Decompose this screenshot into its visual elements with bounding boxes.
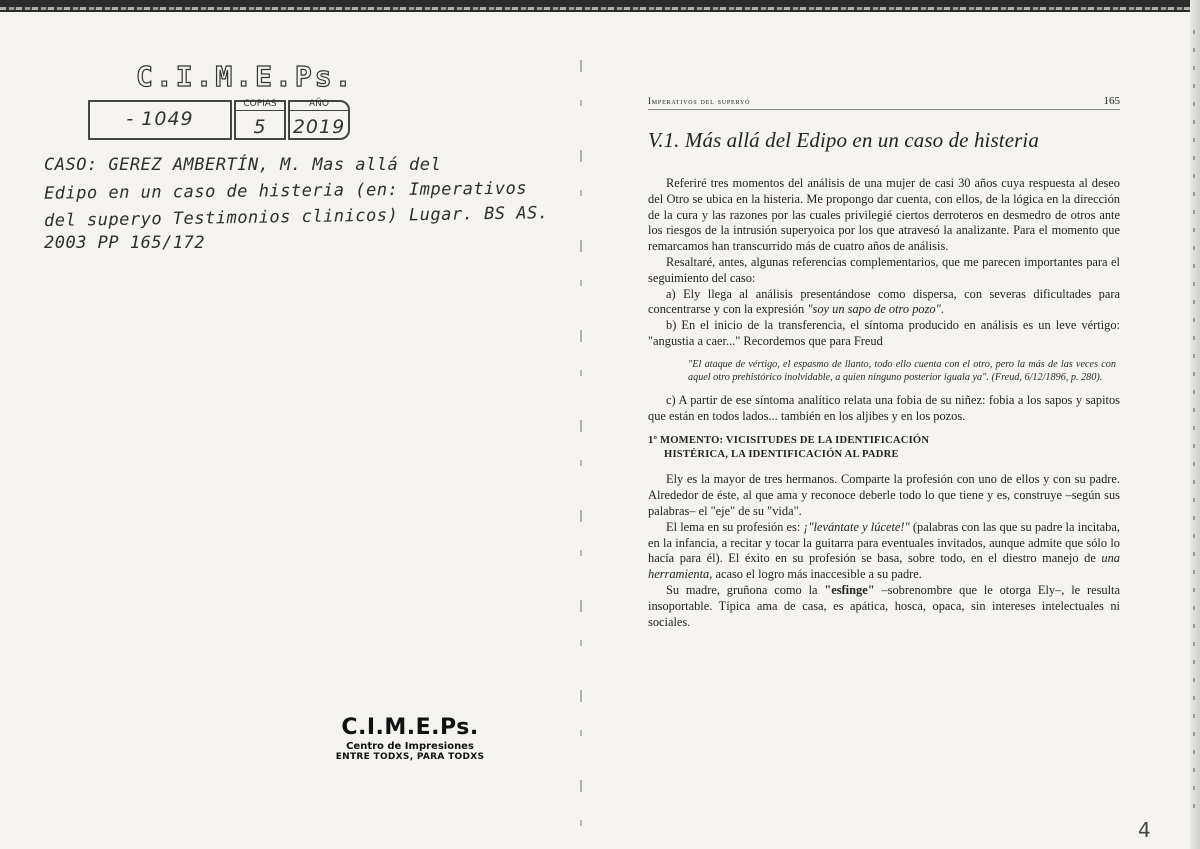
paragraph-text: El lema en su profesión es:	[666, 519, 801, 534]
footer-stamp	[330, 715, 490, 762]
section-heading-line: HISTÉRICA, LA IDENTIFICACIÓN AL PADRE	[664, 449, 899, 461]
footer-stamp-title: C.I.M.E.Ps.	[341, 715, 479, 740]
footer-stamp-subtitle: Centro de Impresiones	[346, 741, 474, 752]
handwritten-line: CASO: GEREZ AMBERTÍN, M. Mas allá del	[44, 155, 442, 175]
paragraph-bold: "esfinge"	[824, 582, 875, 597]
stamp-number-box	[88, 100, 232, 140]
paragraph: c) A partir de ese síntoma analítico relata una fobia de su niñez: fobia a los sapos y sapitos que están en todos lados... también en los aljibes y en los pozos.	[648, 392, 1120, 423]
paragraph-text: Su madre, gruñona como la	[666, 582, 818, 597]
paragraph-text: a) Ely llega al análisis presentándose como dispersa, con severas dificultades para concentrarse y con la expresión	[648, 286, 1120, 317]
stamp-ano-value: 2019	[292, 116, 346, 138]
handwritten-citation	[44, 152, 564, 256]
paragraph-text: .	[940, 302, 944, 317]
handwritten-line: 2003 PP 165/172	[44, 233, 206, 253]
paragraph: b) En el inicio de la transferencia, el síntoma producido en análisis es un leve vértigo: "angustia a caer..." Recordemos que para Freud	[648, 318, 1120, 348]
paragraph-text: –sobrenombre que le otorga Ely–, le resulta insoportable. Típica ama de casa, es apática, hosca, opaca, sin intereses intelectuales ni sociales.	[648, 582, 1120, 629]
paragraph: Referiré tres momentos del análisis de una mujer de casi 30 años cuya respuesta al deseo del Otro se ubica en la histeria. Me propongo dar cuenta, con ellos, de la lógica en la dirección de la cura y las razones por las cuales privilegié ciertos derroteros en desmedro de otros ante los riesgos de la intrusión superyoica por los que atravesó la analizante. Para el momento que remarcamos han transcurrido más de cuatro años de análisis.	[648, 176, 1120, 254]
stamp-copias-box	[234, 100, 286, 140]
book-page	[648, 95, 1120, 630]
chapter-title: V.1. Más allá del Edipo en un caso de histeria	[648, 128, 1039, 152]
handwritten-line: Edipo en un caso de histeria (en: Imperativos	[43, 178, 528, 204]
paragraph	[648, 583, 1120, 630]
paragraph: Resaltaré, antes, algunas referencias complementarios, que me parecen importantes para el seguimiento del caso:	[648, 254, 1120, 285]
footer-stamp-tagline: ENTRE TODXS, PARA TODXS	[335, 752, 485, 762]
stamp-copias-value: 5	[253, 116, 267, 138]
running-head	[648, 95, 1120, 110]
paragraph	[648, 520, 1120, 583]
block-quote: "El ataque de vértigo, el espasmo de llanto, todo ello cuenta con el otro, pero la más de las veces con aquel otro prehistórico inolvidable, a quien ninguno posterior iguala ya". (Freud, 6/12/1896, p. 280).	[688, 358, 1116, 384]
page-number: 165	[1103, 95, 1120, 107]
stamp-copias-label: COPIAS	[236, 99, 284, 111]
library-stamp	[88, 60, 355, 146]
stamp-title: C.I.M.E.Ps.	[136, 60, 355, 93]
stamp-ano-label: AÑO	[290, 99, 348, 111]
running-head-title: Imperativos del superyó	[648, 96, 751, 106]
section-heading-line: 1º MOMENTO: VICISITUDES DE LA IDENTIFICACIÓN	[648, 435, 930, 447]
section-heading	[648, 434, 1120, 462]
scan-top-edge	[0, 0, 1200, 12]
corner-mark: 4	[1138, 818, 1151, 842]
paragraph-quote: "soy un sapo de otro pozo"	[807, 302, 941, 317]
paragraph-text: , acaso el logro más inaccesible a su padre.	[709, 567, 922, 582]
paragraph	[648, 287, 1120, 319]
book-spine-shadow	[580, 60, 582, 849]
paragraph-text: (palabras con las que su padre la incitaba, en la infancia, a recitar y tocar la guitarra para eventuales invitados, aunque admite que sólo lo hacía para él). El éxito en su profesión se basa, sobre todo, en el diestro manejo de	[648, 519, 1120, 566]
stamp-number: - 1049	[126, 108, 194, 130]
stamp-ano-box	[288, 100, 350, 140]
handwritten-line: del superyo Testimonios clinicos) Lugar. BS AS.	[43, 203, 549, 232]
page-edge	[1190, 0, 1200, 849]
paragraph-quote: ¡"levántate y lúcete!"	[803, 519, 910, 534]
paragraph-emphasis: una herramienta	[648, 551, 1120, 582]
paragraph: Ely es la mayor de tres hermanos. Comparte la profesión con uno de ellos y con su padre. Alrededor de éste, al que ama y reconoce deberle todo lo que tiene y es, construye –según sus palabras– el "eje" de su "vida".	[648, 472, 1120, 518]
